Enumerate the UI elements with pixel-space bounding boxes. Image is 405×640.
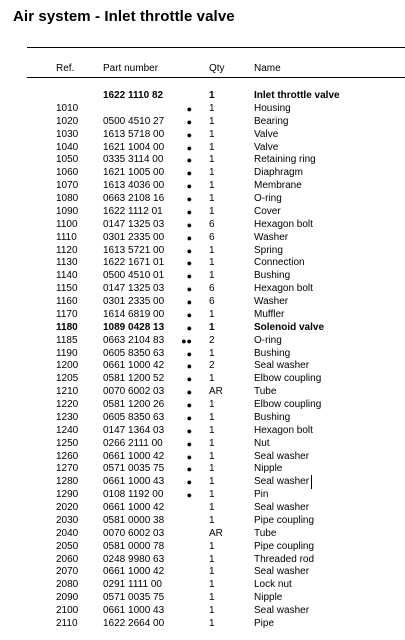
- part-number-cell: 0581 1200 52: [103, 373, 165, 385]
- table-row: [0, 116, 405, 129]
- part-number-cell: 0248 9980 63: [103, 553, 165, 565]
- qty-cell: 1: [209, 167, 215, 179]
- ref-cell: 1170: [56, 308, 78, 320]
- table-row: [0, 348, 405, 361]
- ref-cell: 1220: [56, 399, 79, 410]
- part-number-cell: 1613 4036 00: [103, 180, 165, 192]
- marker-dot-icon: ●: [186, 400, 192, 410]
- name-cell: Seal washer: [254, 502, 310, 513]
- qty-cell: 1: [209, 399, 215, 410]
- ref-cell: 1040: [56, 141, 79, 153]
- part-number-cell: 0581 0000 38: [103, 514, 165, 526]
- part-number-cell: 1622 1110 82: [103, 90, 164, 101]
- part-number-cell: 0500 4510 27: [103, 115, 165, 127]
- name-cell: Bushing: [254, 270, 291, 282]
- table-row: [0, 554, 405, 567]
- name-cell: Hexagon bolt: [254, 424, 313, 436]
- name-cell: Bushing: [254, 347, 291, 359]
- part-number-cell: 0661 1000 42: [103, 450, 165, 462]
- marker-dot-icon: ●: [186, 245, 192, 256]
- qty-cell: 1: [209, 617, 215, 629]
- marker-dot-icon: ●: [186, 412, 192, 423]
- name-cell: Diaphragm: [254, 167, 303, 179]
- text-cursor: [311, 475, 312, 489]
- qty-cell: 6: [209, 218, 215, 230]
- table-row: [0, 283, 405, 296]
- ref-cell: 1190: [56, 347, 78, 359]
- qty-cell: AR: [209, 386, 223, 398]
- marker-dot-icon: ●: [186, 155, 192, 166]
- column-header-name: Name: [254, 63, 281, 74]
- ref-cell: 1250: [56, 437, 79, 449]
- qty-cell: 1: [209, 566, 215, 578]
- qty-cell: 1: [209, 437, 215, 449]
- ref-cell: 2110: [56, 617, 78, 629]
- part-number-cell: 0335 3114 00: [103, 154, 164, 166]
- name-cell: Elbow coupling: [254, 373, 322, 385]
- qty-cell: 1: [209, 540, 215, 552]
- qty-cell: 1: [209, 115, 215, 127]
- table-row: [0, 142, 405, 155]
- part-number-cell: 1621 1005 00: [103, 167, 165, 179]
- qty-cell: 1: [209, 321, 215, 333]
- table-row: [0, 528, 405, 541]
- name-cell: Bearing: [254, 115, 289, 127]
- name-cell: Hexagon bolt: [254, 218, 313, 230]
- part-number-cell: 0070 6002 03: [103, 386, 165, 398]
- ref-cell: 1080: [56, 193, 79, 204]
- name-cell: O-ring: [254, 193, 282, 204]
- marker-dot-icon: ●: [186, 206, 192, 217]
- ref-cell: 2090: [56, 592, 79, 604]
- qty-cell: 1: [209, 193, 215, 204]
- part-number-cell: 0661 1000 43: [103, 605, 165, 616]
- ref-cell: 1020: [56, 115, 79, 127]
- qty-cell: 6: [209, 296, 215, 307]
- table-row: [0, 154, 405, 167]
- name-cell: Nipple: [254, 463, 283, 475]
- part-number-cell: 0663 2104 83: [103, 334, 165, 346]
- name-cell: Pipe: [254, 617, 275, 629]
- ref-cell: 1240: [56, 424, 79, 436]
- name-cell: Hexagon bolt: [254, 283, 313, 295]
- qty-cell: 1: [209, 308, 215, 320]
- part-number-cell: 0147 1325 03: [103, 283, 165, 295]
- marker-dot-icon: ●: [186, 284, 192, 295]
- table-row: [0, 373, 405, 386]
- name-cell: Inlet throttle valve: [254, 90, 340, 101]
- part-number-cell: 0291 1111 00: [103, 579, 162, 591]
- marker-dot-icon: ●: [186, 490, 192, 501]
- qty-cell: 1: [209, 244, 215, 256]
- marker-dot-icon: ●: [186, 425, 192, 436]
- part-number-cell: 0571 0035 75: [103, 463, 165, 475]
- qty-cell: AR: [209, 527, 223, 539]
- part-number-cell: 0661 1000 42: [103, 360, 165, 372]
- ref-cell: 2030: [56, 514, 79, 526]
- part-number-cell: 1614 6819 00: [103, 308, 165, 320]
- marker-dot-icon: ●: [186, 322, 192, 333]
- marker-dot-icon: ●: [186, 309, 192, 320]
- name-cell: Lock nut: [254, 579, 292, 591]
- qty-cell: 2: [209, 360, 215, 372]
- name-cell: Valve: [254, 128, 279, 140]
- ref-cell: 1290: [56, 489, 79, 501]
- ref-cell: 2020: [56, 502, 79, 513]
- name-cell: Connection: [254, 257, 305, 269]
- ref-cell: 1230: [56, 411, 79, 423]
- table-row: [0, 322, 405, 335]
- ref-cell: 1090: [56, 205, 79, 217]
- table-row: [0, 592, 405, 605]
- part-number-cell: 0581 0000 78: [103, 540, 165, 552]
- ref-cell: 1010: [56, 102, 79, 114]
- ref-cell: 1160: [56, 296, 78, 307]
- marker-dot-icon: ●: [186, 181, 192, 192]
- name-cell: Housing: [254, 102, 291, 114]
- ref-cell: 1110: [56, 231, 77, 243]
- table-row: [0, 309, 405, 322]
- table-row: [0, 476, 405, 489]
- marker-dot-icon: ●: [186, 271, 192, 282]
- table-row: [0, 245, 405, 258]
- table-row: [0, 541, 405, 554]
- table-row: [0, 438, 405, 451]
- table-row: [0, 167, 405, 180]
- part-number-cell: 0661 1000 42: [103, 502, 165, 513]
- name-cell: Cover: [254, 205, 281, 217]
- title-divider: [27, 47, 405, 48]
- qty-cell: 1: [209, 257, 215, 269]
- table-row: [0, 399, 405, 412]
- marker-dot-icon: ●: [186, 168, 192, 179]
- qty-cell: 1: [209, 553, 215, 565]
- marker-dot-icon: ●: [186, 374, 192, 385]
- marker-dot-icon: ●: [186, 451, 192, 462]
- marker-dot-icon: ●: [186, 232, 192, 243]
- table-row: [0, 232, 405, 245]
- qty-cell: 1: [209, 270, 215, 282]
- table-row: [0, 502, 405, 515]
- part-number-cell: 1613 5721 00: [103, 244, 165, 256]
- qty-cell: 1: [209, 514, 215, 526]
- qty-cell: 1: [209, 128, 215, 140]
- marker-dot-icon: ●: [186, 348, 192, 359]
- marker-dot-icon: ●●: [181, 335, 192, 346]
- table-row: [0, 360, 405, 373]
- ref-cell: 1120: [56, 244, 78, 256]
- ref-cell: 2060: [56, 553, 79, 565]
- part-number-cell: 1613 5718 00: [103, 128, 165, 140]
- marker-dot-icon: ●: [186, 258, 192, 269]
- table-row: [0, 270, 405, 283]
- ref-cell: 1260: [56, 450, 79, 462]
- part-number-cell: 0605 8350 63: [103, 347, 165, 359]
- page-title: Air system - Inlet throttle valve: [13, 8, 235, 25]
- ref-cell: 2100: [56, 605, 79, 616]
- qty-cell: 1: [209, 347, 215, 359]
- name-cell: Pin: [254, 489, 269, 501]
- header-divider: [27, 77, 405, 78]
- qty-cell: 1: [209, 205, 215, 217]
- name-cell: Membrane: [254, 180, 302, 192]
- qty-cell: 1: [209, 463, 215, 475]
- table-row: [0, 219, 405, 232]
- table-row: [0, 412, 405, 425]
- part-number-cell: 0661 1000 43: [103, 476, 165, 488]
- table-row: [0, 180, 405, 193]
- parts-list: [0, 90, 405, 631]
- qty-cell: 1: [209, 90, 215, 101]
- qty-cell: 1: [209, 605, 215, 616]
- qty-cell: 1: [209, 592, 215, 604]
- table-row: [0, 90, 405, 103]
- part-number-cell: 0581 1200 26: [103, 399, 165, 410]
- ref-cell: 1100: [56, 218, 78, 230]
- table-row: [0, 618, 405, 631]
- name-cell: Muffler: [254, 308, 285, 320]
- ref-cell: 1030: [56, 128, 79, 140]
- marker-dot-icon: ●: [186, 129, 192, 140]
- ref-cell: 1205: [56, 373, 79, 385]
- table-row: [0, 579, 405, 592]
- part-number-cell: 1622 2664 00: [103, 617, 165, 629]
- name-cell: Seal washer: [254, 450, 310, 462]
- qty-cell: 1: [209, 489, 215, 501]
- part-number-cell: 0147 1325 03: [103, 218, 165, 230]
- qty-cell: 1: [209, 476, 215, 488]
- marker-dot-icon: ●: [186, 103, 192, 114]
- name-cell: Elbow coupling: [254, 399, 322, 410]
- part-number-cell: 0661 1000 42: [103, 566, 165, 578]
- qty-cell: 1: [209, 450, 215, 462]
- marker-dot-icon: ●: [186, 464, 192, 475]
- ref-cell: 1210: [56, 386, 79, 398]
- qty-cell: 1: [209, 424, 215, 436]
- part-number-cell: 0500 4510 01: [103, 270, 165, 282]
- name-cell: Pipe coupling: [254, 514, 315, 526]
- marker-dot-icon: ●: [186, 297, 192, 307]
- table-row: [0, 129, 405, 142]
- table-row: [0, 566, 405, 579]
- ref-cell: 2070: [56, 566, 79, 578]
- name-cell: Spring: [254, 244, 283, 256]
- part-number-cell: 0266 2111 00: [103, 437, 163, 449]
- ref-cell: 2050: [56, 540, 79, 552]
- qty-cell: 6: [209, 283, 215, 295]
- qty-cell: 1: [209, 411, 215, 423]
- ref-cell: 1200: [56, 360, 79, 372]
- ref-cell: 1130: [56, 257, 78, 269]
- qty-cell: 6: [209, 231, 215, 243]
- name-cell: Solenoid valve: [254, 321, 325, 333]
- ref-cell: 2080: [56, 579, 79, 591]
- marker-dot-icon: ●: [186, 438, 192, 449]
- part-number-cell: 0571 0035 75: [103, 592, 165, 604]
- ref-cell: 1180: [56, 321, 78, 333]
- marker-dot-icon: ●: [186, 477, 192, 488]
- ref-cell: 1280: [56, 476, 79, 488]
- part-number-cell: 1089 0428 13: [103, 321, 165, 333]
- marker-dot-icon: ●: [186, 194, 192, 204]
- name-cell: Nut: [254, 437, 270, 449]
- name-cell: Retaining ring: [254, 154, 316, 166]
- part-number-cell: 0070 6002 03: [103, 527, 165, 539]
- table-row: [0, 296, 405, 309]
- table-row: [0, 386, 405, 399]
- qty-cell: 1: [209, 102, 215, 114]
- ref-cell: 1140: [56, 270, 78, 282]
- part-number-cell: 0605 8350 63: [103, 411, 165, 423]
- marker-dot-icon: ●: [186, 387, 192, 398]
- part-number-cell: 1621 1004 00: [103, 141, 165, 153]
- qty-cell: 1: [209, 579, 215, 591]
- part-number-cell: 0108 1192 00: [103, 489, 164, 501]
- table-row: [0, 425, 405, 438]
- part-number-cell: 1622 1671 01: [103, 257, 165, 269]
- ref-cell: 2040: [56, 527, 79, 539]
- name-cell: Seal washer: [254, 566, 310, 578]
- part-number-cell: 0147 1364 03: [103, 424, 165, 436]
- column-header-qty: Qty: [209, 63, 225, 74]
- table-row: [0, 451, 405, 464]
- name-cell: Seal washer: [254, 605, 310, 616]
- part-number-cell: 1622 1112 01: [103, 205, 163, 217]
- ref-cell: 1185: [56, 334, 78, 346]
- name-cell: Seal washer: [254, 476, 310, 488]
- name-cell: Washer: [254, 296, 289, 307]
- column-header-part-number: Part number: [103, 63, 159, 74]
- name-cell: Nipple: [254, 592, 283, 604]
- name-cell: Seal washer: [254, 360, 310, 372]
- ref-cell: 1070: [56, 180, 79, 192]
- name-cell: O-ring: [254, 334, 282, 346]
- table-row: [0, 257, 405, 270]
- table-row: [0, 463, 405, 476]
- name-cell: Valve: [254, 141, 279, 153]
- name-cell: Tube: [254, 386, 277, 398]
- table-row: [0, 489, 405, 502]
- ref-cell: 1060: [56, 167, 79, 179]
- ref-cell: 1050: [56, 154, 79, 166]
- name-cell: Threaded rod: [254, 553, 315, 565]
- table-row: [0, 193, 405, 206]
- qty-cell: 2: [209, 334, 215, 346]
- table-row: [0, 515, 405, 528]
- marker-dot-icon: ●: [186, 361, 192, 372]
- marker-dot-icon: ●: [186, 219, 192, 230]
- qty-cell: 1: [209, 154, 215, 166]
- qty-cell: 1: [209, 373, 215, 385]
- marker-dot-icon: ●: [186, 116, 192, 127]
- table-row: [0, 103, 405, 116]
- table-row: [0, 206, 405, 219]
- qty-cell: 1: [209, 180, 215, 192]
- part-number-cell: 0663 2108 16: [103, 193, 165, 204]
- ref-cell: 1150: [56, 283, 78, 295]
- name-cell: Washer: [254, 231, 289, 243]
- column-header-ref: Ref.: [56, 63, 75, 74]
- name-cell: Tube: [254, 527, 277, 539]
- table-row: [0, 605, 405, 618]
- qty-cell: 1: [209, 141, 215, 153]
- table-row: [0, 335, 405, 348]
- marker-dot-icon: ●: [186, 142, 192, 153]
- part-number-cell: 0301 2335 00: [103, 231, 165, 243]
- name-cell: Bushing: [254, 411, 291, 423]
- ref-cell: 1270: [56, 463, 79, 475]
- name-cell: Pipe coupling: [254, 540, 315, 552]
- qty-cell: 1: [209, 502, 215, 513]
- part-number-cell: 0301 2335 00: [103, 296, 165, 307]
